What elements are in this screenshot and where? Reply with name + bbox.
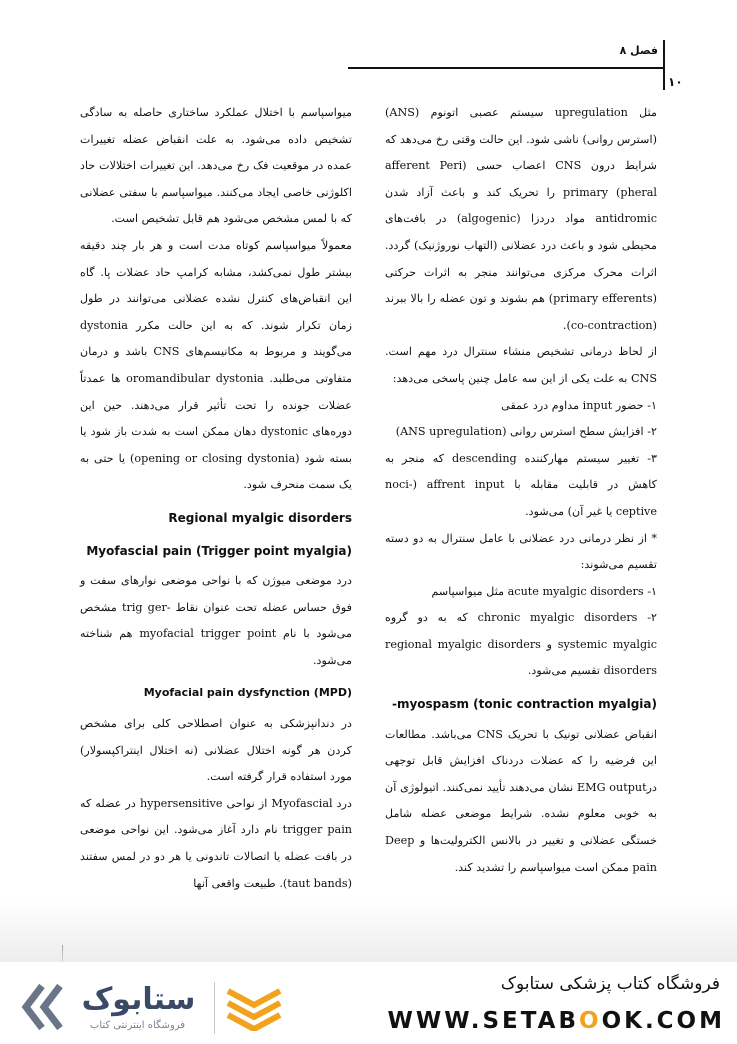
paragraph: درد Myofascial از نواحی hypersensitive در عضله که trigger pain نام دارد آغاز می‌شود. این نواحی موضعی در بافت عضله یا اتصالات تاندونی یا هر دو در لمس سفتند (taut bands). طبیعت واقعی آنها xyxy=(80,796,352,890)
footer-fade xyxy=(0,900,737,962)
url-part: WWW.SETAB xyxy=(387,1008,579,1034)
paragraph: از لحاظ درمانی تشخیص منشاء سنترال درد مهم است. CNS به علت یکی از این سه عامل چنین پاسخی می‌دهد: xyxy=(385,345,657,385)
header-rule xyxy=(348,67,664,69)
paragraph: درد موضعی میوژن که با نواحی موضعی نوارهای سفت و فوق حساس عضله تحت عنوان نقاط -trig ger مشخص می‌شود با نام myofacial trigger point هم شناخته می‌شود. xyxy=(80,574,352,667)
url-accent-letter: O xyxy=(579,1008,602,1034)
url-part: OK.COM xyxy=(601,1008,725,1034)
note: * از نظر درمانی درد عضلانی با عامل سنترال به دو دسته تقسیم می‌شوند: xyxy=(385,531,657,572)
list-item: ۳- تغییر سیستم مهارکننده descending که منجر به کاهش در قابلیت مقابله با noci-) affrent input ceptive یا غیر آن) می‌شود. xyxy=(385,451,658,518)
list-item: ۱- acute myalgic disorders مثل میواسپاسم xyxy=(431,584,657,598)
page-number: ۱۰ xyxy=(668,75,683,89)
right-column xyxy=(385,100,657,881)
list-item: ۲- افزایش سطح استرس روانی (ANS upregulation) xyxy=(395,425,657,439)
list-item: ۱- حضور input مداوم درد عمقی xyxy=(501,398,657,412)
logo-subtitle: فروشگاه اینترنتی کتاب xyxy=(89,1020,186,1031)
paragraph: انقباض عضلانی تونیک با تحریک CNS می‌باشد. مطالعات این فرضیه را که عضلات دردناک افزایش قابل توجهی درEMG output نشان می‌دهند تأیید نمی‌کنند. اتیولوژی آن به خوبی معلوم نشده. شرایط موضعی عضله شامل خستگی عضلانی و تغییر در بالانس الکترولیت‌ها و Deep pain ممکن است میواسپاسم را تشدید کند. xyxy=(385,727,657,874)
paragraph: در دندانپزشکی به عنوان اصطلاحی کلی برای مشخص کردن هر گونه اختلال عضلانی (نه اختلال اینتراکپسولار) مورد استفاده قرار گرفته است. xyxy=(80,717,352,784)
store-name: فروشگاه کتاب پزشکی ستابوک xyxy=(500,974,720,994)
section-heading: Myofascial pain (Trigger point myalgia) xyxy=(86,543,352,558)
store-url[interactable] xyxy=(380,1008,725,1034)
chapter-label: فصل ۸ xyxy=(619,44,658,57)
left-column xyxy=(80,100,352,897)
header-vertical-rule xyxy=(663,40,665,90)
paragraph: میواسپاسم با اختلال عملکرد ساختاری حاصله به سادگی تشخیص داده می‌شود. به علت انقباض عضله تغییرات عمده در موقعیت فک رخ می‌دهد. این تغییرات اختلالات حاد اکلوژنی خاصی ایجاد می‌کنند. میواسپاسم با سفتی عضلانی که با لمس مشخص می‌شود هم قابل تشخیص است. xyxy=(80,106,352,226)
chevron-logo-icon xyxy=(224,985,284,1031)
section-heading: (tonic contraction myalgia) myospasm- xyxy=(391,697,657,712)
section-heading: (MPD) Myofacial pain dysfynction xyxy=(143,686,352,700)
paragraph: معمولاً میواسپاسم کوتاه مدت است و هر بار چند دقیقه بیشتر طول نمی‌کشد، مشابه کرامپ حاد عضلات پا. گاه این انقباض‌های کنترل نشده عضلانی می‌توانند در طول زمان تکرار شوند. که به این حالت مکرر dystonia می‌گویند و مربوط به مکانیسم‌های CNS باشد و درمان متفاوتی می‌طلبد. oromandibular dystonia ها عمدتاً عضلات جونده را تحت تأثیر قرار می‌دهند. حین این دوره‌های dystonic دهان ممکن است به شدت باز شود یا بسته شود (opening or closing dystonia) یا حتی به یک سمت منحرف شود. xyxy=(80,238,353,492)
list-item: ۲- chronic myalgic disorders که به دو گروه systemic myalgic و regional myalgic disorders disorders تقسیم می‌شود. xyxy=(385,611,657,678)
logo-divider xyxy=(214,982,215,1034)
section-heading: Regional myalgic disorders xyxy=(168,510,352,525)
logo-wordmark: ستابوک xyxy=(81,982,196,1017)
paragraph: مثل upregulation سیستم عصبی اتونوم (ANS) (استرس روانی) ناشی شود. این حالت وقتی رخ می‌دهد که شرایط درون CNS اعصاب حسی (afferent Peri pheral) primary را تحریک کند و باعث آزاد شدن antidromic مواد دردزا (algogenic) در بافت‌های محیطی شود و باعث درد عضلانی (التهاب نوروژنیک) گردد. اثرات محرک مرکزی می‌توانند منجر به اثرات حرکتی (primary efferents) هم بشوند و تون عضله را بالا ببرند (co-contraction). xyxy=(385,106,658,332)
